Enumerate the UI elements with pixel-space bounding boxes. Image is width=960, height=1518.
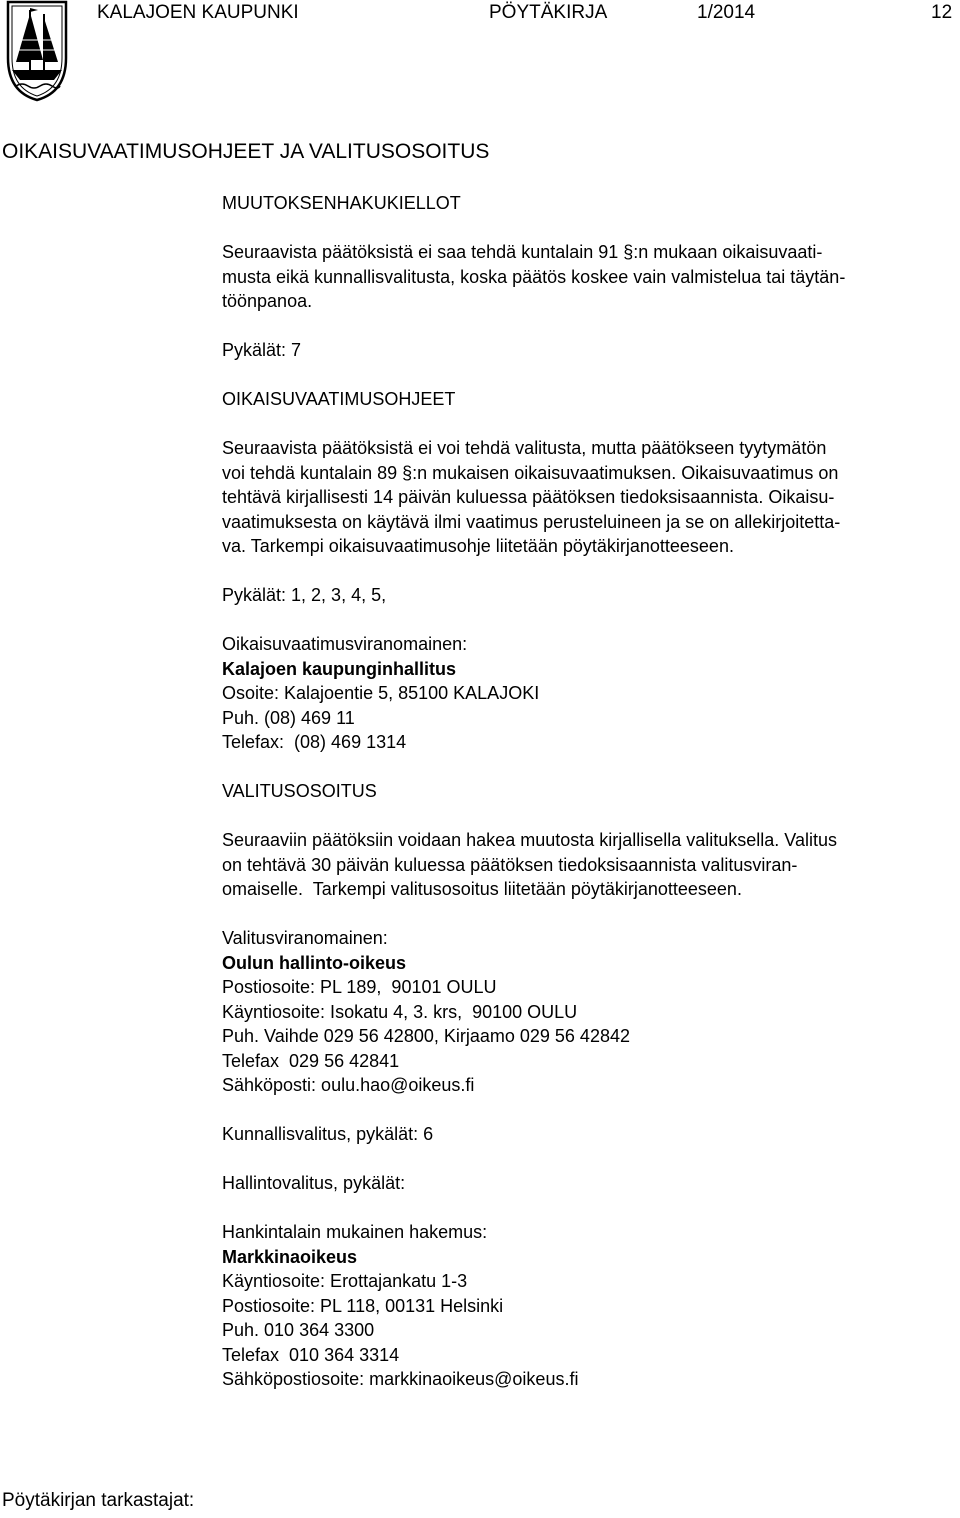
oikaisuvaatimusohjeet-text-line: voi tehdä kuntalain 89 §:n mukaisen oikaisuvaatimuksen. Oikaisuvaatimus on (222, 462, 839, 483)
oikaisuvaatimus-address: Osoite: Kalajoentie 5, 85100 KALAJOKI (222, 683, 540, 703)
municipal-appeal-sections: Kunnallisvalitus, pykälät: 6 (222, 1124, 434, 1144)
valitus-authority-label: Valitusviranomainen: (222, 928, 388, 948)
muutoksenhakukiellot-sections: Pykälät: 7 (222, 340, 302, 360)
header-document-type: PÖYTÄKIRJA (489, 2, 608, 23)
oikaisuvaatimus-authority-name: Kalajoen kaupunginhallitus (222, 658, 457, 679)
kalajoki-coat-of-arms-logo (6, 0, 68, 102)
hankintalaki-court-name: Markkinaoikeus (222, 1246, 358, 1267)
oikaisuvaatimusohjeet-text-line: vaatimuksesta on käytävä ilmi vaatimus perusteluineen ja se on allekirjoitetta- (222, 511, 841, 532)
valitus-postal-address: Postiosoite: PL 189, 90101 OULU (222, 977, 497, 997)
valitusosoitus-text-line: Seuraaviin päätöksiin voidaan hakea muutosta kirjallisella valituksella. Valitus (222, 830, 837, 850)
hankintalaki-email: Sähköpostiosoite: markkinaoikeus@oikeus.fi (222, 1369, 579, 1389)
minutes-checkers-label: Pöytäkirjan tarkastajat: (2, 1490, 195, 1511)
hankintalaki-phone: Puh. 010 364 3300 (222, 1320, 375, 1340)
valitus-authority-name: Oulun hallinto-oikeus (222, 952, 406, 973)
valitus-visiting-address: Käyntiosoite: Isokatu 4, 3. krs, 90100 OULU (222, 1001, 578, 1022)
oikaisuvaatimusohjeet-sections: Pykälät: 1, 2, 3, 4, 5, (222, 585, 387, 605)
muutoksenhakukiellot-text-line: Seuraavista päätöksistä ei saa tehdä kuntalain 91 §:n mukaan oikaisuvaati- (222, 242, 823, 262)
header-organization: KALAJOEN KAUPUNKI (97, 2, 299, 23)
oikaisuvaatimus-authority-label: Oikaisuvaatimusviranomainen: (222, 634, 468, 654)
oikaisuvaatimusohjeet-text-line: Seuraavista päätöksistä ei voi tehdä valitusta, mutta päätökseen tyytymätön (222, 438, 827, 458)
oikaisuvaatimus-fax: Telefax: (08) 469 1314 (222, 732, 407, 752)
administrative-appeal-sections: Hallintovalitus, pykälät: (222, 1173, 406, 1193)
document-title: OIKAISUVAATIMUSOHJEET JA VALITUSOSOITUS (2, 140, 490, 163)
hankintalaki-visiting-address: Käyntiosoite: Erottajankatu 1-3 (222, 1271, 468, 1291)
hankintalaki-label: Hankintalain mukainen hakemus: (222, 1222, 488, 1242)
muutoksenhakukiellot-heading: MUUTOKSENHAKUKIELLOT (222, 193, 461, 213)
oikaisuvaatimus-phone: Puh. (08) 469 11 (222, 707, 355, 728)
header-issue-number: 1/2014 (697, 2, 756, 23)
document-body (222, 191, 958, 1392)
oikaisuvaatimusohjeet-text-line: tehtävä kirjallisesti 14 päivän kuluessa päätöksen tiedoksisaannista. Oikaisu- (222, 487, 835, 507)
oikaisuvaatimusohjeet-heading: OIKAISUVAATIMUSOHJEET (222, 389, 456, 409)
muutoksenhakukiellot-text-line: musta eikä kunnallisvalitusta, koska päätös koskee vain valmistelua tai täytän- (222, 266, 846, 287)
oikaisuvaatimusohjeet-text-line: va. Tarkempi oikaisuvaatimusohje liitetään pöytäkirjanotteeseen. (222, 536, 734, 556)
valitus-phone: Puh. Vaihde 029 56 42800, Kirjaamo 029 56 42842 (222, 1026, 630, 1046)
hankintalaki-postal-address: Postiosoite: PL 118, 00131 Helsinki (222, 1295, 504, 1316)
valitusosoitus-text-line: omaiselle. Tarkempi valitusosoitus liitetään pöytäkirjanotteeseen. (222, 879, 742, 899)
valitusosoitus-text-line: on tehtävä 30 päivän kuluessa päätöksen tiedoksisaannista valitusviran- (222, 854, 798, 875)
hankintalaki-fax: Telefax 010 364 3314 (222, 1344, 400, 1365)
valitusosoitus-heading: VALITUSOSOITUS (222, 781, 377, 801)
muutoksenhakukiellot-text-line: töönpanoa. (222, 291, 313, 311)
valitus-email: Sähköposti: oulu.hao@oikeus.fi (222, 1075, 475, 1095)
header-page-number: 12 (931, 2, 953, 23)
valitus-fax: Telefax 029 56 42841 (222, 1050, 400, 1071)
